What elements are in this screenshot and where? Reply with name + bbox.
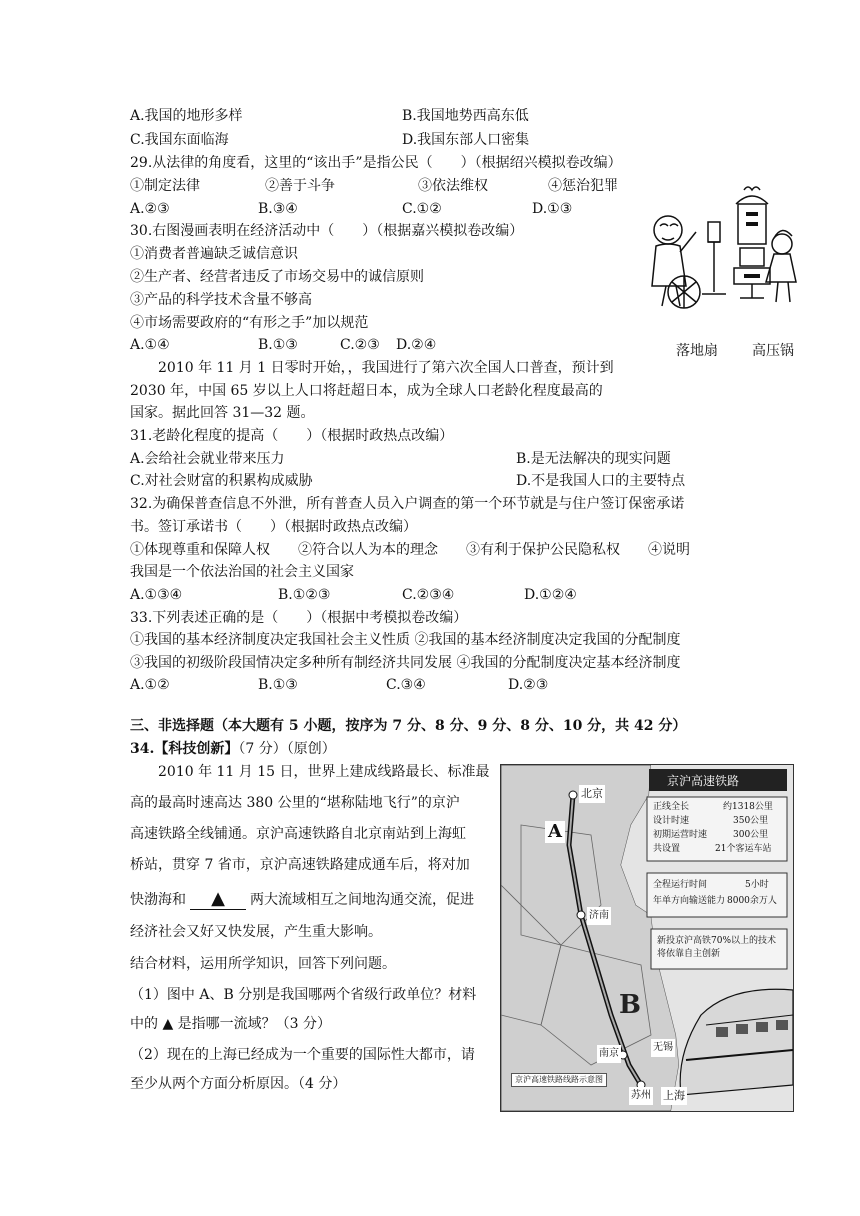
map-label-b: B	[619, 990, 641, 1020]
q32-stem-line-2: 书。签订承诺书（ ）（根据时政热点改编）	[130, 519, 417, 535]
q33-option-c: C.③④	[386, 677, 426, 693]
q34-para-line-4: 桥站，贯穿 7 省市，京沪高速铁路建成通车后，将对加	[130, 857, 470, 873]
map-row-5-value: 5小时	[745, 880, 769, 890]
cartoon-illustration	[646, 182, 798, 330]
q31-option-a: A.会给社会就业带来压力	[130, 451, 285, 467]
q34-text-b: 两大流域相互之间地沟通交流，促进	[250, 892, 474, 908]
q30-statement-3: ③产品的科学技术含量不够高	[130, 292, 312, 308]
q29-stem: 29.从法律的角度看，这里的“该出手”是指公民（ ）（根据绍兴模拟卷改编）	[130, 155, 622, 171]
q32-option-b: B.①②③	[278, 587, 331, 603]
map-row-2-value: 350公里	[733, 816, 769, 826]
q32-option-a: A.①③④	[130, 587, 183, 603]
q30-statement-2: ②生产者、经营者违反了市场交易中的诚信原则	[130, 269, 424, 285]
q30-stem: 30.右图漫画表明在经济活动中（ ）（根据嘉兴模拟卷改编）	[130, 223, 524, 239]
map-row-6-value: 8000余万人	[727, 896, 777, 906]
q30-option-a: A.①④	[130, 337, 170, 353]
q29-statement-3: ③依法维权	[418, 178, 488, 194]
q29-statement-4: ④惩治犯罪	[548, 178, 618, 194]
map-row-5-label: 全程运行时间	[653, 880, 708, 890]
map-note: 新投京沪高铁70%以上的技术将依靠自主创新	[657, 936, 777, 959]
map-row-1-value: 约1318公里	[723, 802, 773, 812]
intro-line-1: 2010 年 11 月 1 日零时开始，，我国进行了第六次全国人口普查，预计到	[158, 360, 614, 376]
q29-statement-1: ①制定法律	[130, 178, 200, 194]
map-row-1-label: 正线全长	[653, 802, 690, 812]
q31-option-b: B.是无法解决的现实问题	[516, 451, 671, 467]
q29-option-d: D.①③	[532, 201, 573, 217]
q34-para-line-3: 高速铁路全线铺通。京沪高速铁路自北京南站到上海虹	[130, 826, 466, 842]
q34-para-line-5	[130, 889, 474, 910]
q34-instruction: 结合材料，运用所学知识，回答下列问题。	[130, 956, 396, 972]
cartoon-caption-fan: 落地扇	[676, 343, 718, 359]
cartoon-caption-cooker: 高压锅	[752, 343, 794, 359]
q33-option-d: D.②③	[508, 677, 549, 693]
q28-option-b: B.我国地势西高东低	[402, 108, 529, 124]
map-label-wuxi: 无锡	[651, 1039, 675, 1057]
q34-title: 34.【科技创新】	[130, 741, 239, 757]
q34-para-line-2: 高的最高时速高达 380 公里的“堪称陆地飞行”的京沪	[130, 795, 460, 811]
q28-option-a: A.我国的地形多样	[130, 108, 243, 124]
q28-option-d: D.我国东部人口密集	[402, 132, 530, 148]
map-label-suzhou: 苏州	[629, 1087, 653, 1105]
q29-option-c: C.①②	[402, 201, 442, 217]
map-label-jinan: 济南	[587, 907, 611, 925]
map-row-3-value: 300公里	[733, 830, 769, 840]
q30-option-b: B.①③	[258, 337, 298, 353]
q32-option-c: C.②③④	[402, 587, 455, 603]
q33-option-a: A.①②	[130, 677, 170, 693]
q29-option-a: A.②③	[130, 201, 170, 217]
q32-option-d: D.①②④	[524, 587, 577, 603]
railway-map	[500, 764, 794, 1112]
q34-heading	[130, 740, 336, 758]
intro-line-2: 2030 年，中国 65 岁以上人口将赶超日本，成为全球人口老龄化程度最高的	[130, 383, 603, 399]
q30-statement-1: ①消费者普遍缺乏诚信意识	[130, 246, 298, 262]
map-row-6-label: 年单方向输送能力	[653, 896, 726, 906]
q33-statements-line-2: ③我国的初级阶段国情决定多种所有制经济共同发展 ④我国的分配制度决定基本经济制度	[130, 655, 681, 671]
q34-sub-question-1b: 中的 ▲ 是指哪一流域？（3 分）	[130, 1016, 332, 1032]
q32-stem-line-1: 32.为确保普查信息不外泄，所有普查人员入户调查的第一个环节就是与住户签订保密承诺	[130, 496, 685, 512]
q34-text-a: 快渤海和	[130, 892, 186, 908]
map-caption: 京沪高速铁路线路示意图	[511, 1073, 607, 1087]
q30-option-c: C.②③	[340, 337, 380, 353]
q34-blank-triangle: ▲	[190, 889, 246, 910]
intro-line-3: 国家。据此回答 31—32 题。	[130, 405, 315, 421]
map-row-4-label: 共设置	[653, 844, 681, 854]
q34-sub-question-1a: （1）图中 A、B 分别是我国哪两个省级行政单位？材料	[130, 987, 477, 1003]
q34-meta: （7 分）（原创）	[238, 741, 336, 757]
map-row-3-label: 初期运营时速	[653, 830, 708, 840]
q34-para-line-6: 经济社会又好又快发展，产生重大影响。	[130, 924, 382, 940]
map-label-beijing: 北京	[579, 785, 605, 803]
q34-para-line-1: 2010 年 11 月 15 日，世界上建成线路最长、标准最	[158, 764, 490, 780]
map-label-nanjing: 南京	[597, 1045, 621, 1063]
q34-sub-question-2b: 至少从两个方面分析原因。（4 分）	[130, 1076, 347, 1092]
map-label-shanghai: 上海	[661, 1087, 687, 1105]
q33-option-b: B.①③	[258, 677, 298, 693]
q32-statements-line-2: 我国是一个依法治国的社会主义国家	[130, 564, 354, 580]
q31-option-c: C.对社会财富的积累构成威胁	[130, 473, 313, 489]
q29-statement-2: ②善于斗争	[265, 178, 335, 194]
q31-stem: 31.老龄化程度的提高（ ）（根据时政热点改编）	[130, 428, 454, 444]
q33-stem: 33.下列表述正确的是（ ）（根据中考模拟卷改编）	[130, 610, 468, 626]
map-row-4-value: 21个客运车站	[715, 844, 772, 854]
map-label-a: A	[545, 821, 565, 843]
map-row-2-label: 设计时速	[653, 816, 690, 826]
q33-statements-line-1: ①我国的基本经济制度决定我国社会主义性质 ②我国的基本经济制度决定我国的分配制度	[130, 632, 681, 648]
map-title: 京沪高速铁路	[667, 774, 740, 788]
q34-sub-question-2a: （2）现在的上海已经成为一个重要的国际性大都市，请	[130, 1047, 475, 1063]
q30-option-d: D.②④	[396, 337, 437, 353]
q29-option-b: B.③④	[258, 201, 298, 217]
q31-option-d: D.不是我国人口的主要特点	[516, 473, 686, 489]
q28-option-c: C.我国东面临海	[130, 132, 229, 148]
section-3-title: 三、非选择题（本大题有 5 小题，按序为 7 分、8 分、9 分、8 分、10 分，共 42 分）	[130, 718, 687, 734]
q32-statements-line-1: ①体现尊重和保障人权 ②符合以人为本的理念 ③有利于保护公民隐私权 ④说明	[130, 542, 690, 558]
q30-statement-4: ④市场需要政府的“有形之手”加以规范	[130, 315, 369, 331]
